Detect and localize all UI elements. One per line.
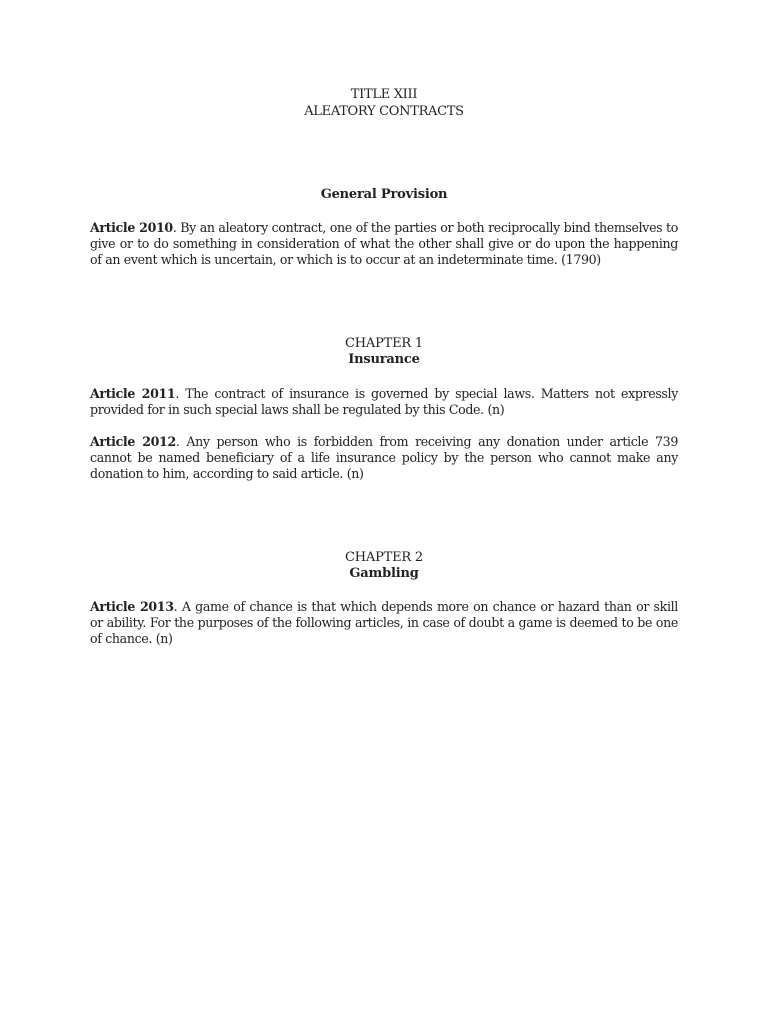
article-2013 (90, 599, 678, 646)
article-text: . By an aleatory contract, one of the parties or both reciprocally bind themselves to give or to do something in consideration of what the other shall give or do upon the happening of an event which is uncertain, or which is to occur at an indeterminate time. (1790) (90, 220, 679, 267)
article-label: Article 2011 (90, 386, 176, 401)
title-block (0, 86, 768, 120)
article-label: Article 2010 (90, 220, 173, 235)
article-text: . Any person who is forbidden from receiving any donation under article 739 cannot be named beneficiary of a life insurance policy by the person who cannot make any donation to him, according to said article. (n) (90, 434, 678, 481)
chapter-1-heading (0, 336, 768, 368)
chapter-number: CHAPTER 1 (345, 336, 423, 351)
article-2010 (90, 220, 678, 267)
chapter-name: Gambling (349, 566, 419, 581)
article-text: . The contract of insurance is governed by special laws. Matters not expressly provided for in such special laws shall be regulated by this Code. (n) (90, 386, 678, 417)
article-label: Article 2013 (90, 599, 174, 614)
chapter-2-heading (0, 550, 768, 582)
article-2012 (90, 434, 678, 481)
article-text: . A game of chance is that which depends more on chance or hazard than or skill or ability. For the purposes of the following articles, in case of doubt a game is deemed to be one of chance. (n) (90, 599, 678, 646)
chapter-name: Insurance (348, 352, 420, 367)
article-2011 (90, 386, 678, 418)
title-name: ALEATORY CONTRACTS (304, 104, 464, 119)
title-number: TITLE XIII (350, 87, 418, 102)
section-heading: General Provision (320, 187, 448, 202)
article-label: Article 2012 (90, 434, 176, 449)
chapter-number: CHAPTER 2 (345, 550, 423, 565)
general-provision-heading (0, 187, 768, 203)
